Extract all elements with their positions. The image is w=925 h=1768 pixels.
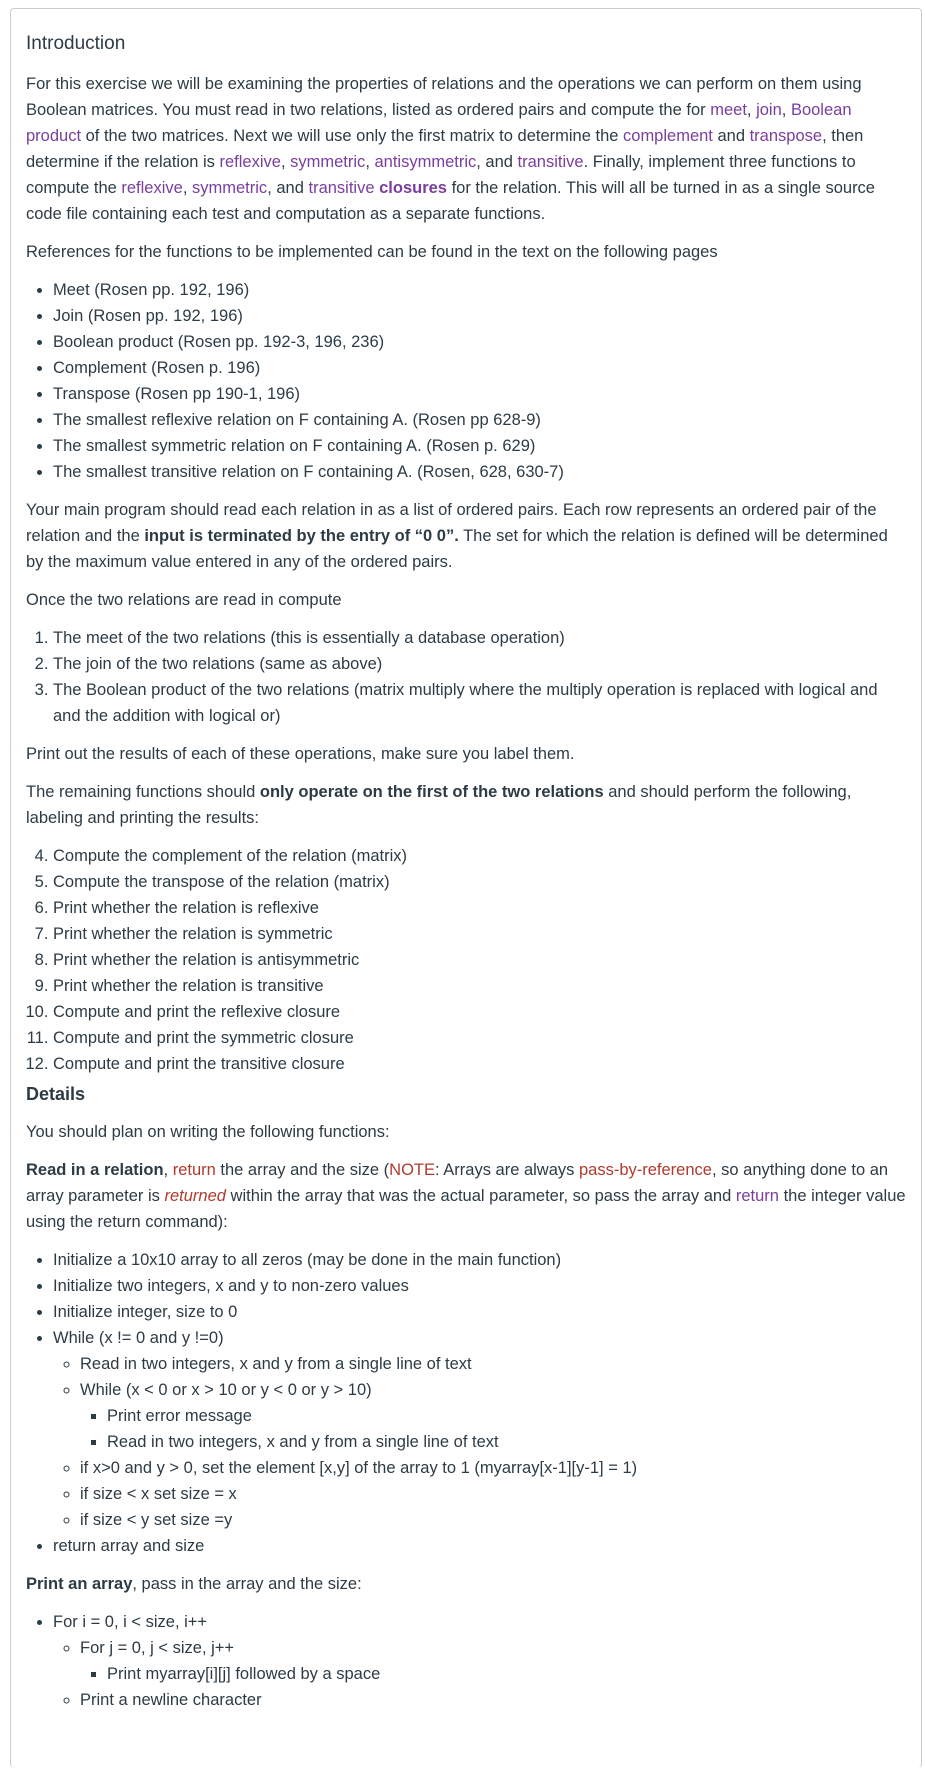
link-complement[interactable]: complement	[623, 127, 713, 145]
list-item: 8. Print whether the relation is antisymmetric	[53, 947, 907, 973]
text: . Finally, implement three functions to compute the	[26, 153, 856, 197]
introduction-heading: Introduction	[26, 33, 126, 54]
list-item: 10. Compute and print the reflexive closure	[53, 999, 907, 1025]
list-item: • The smallest reflexive relation on F containing A. (Rosen pp 628-9)	[53, 407, 907, 433]
link-reflexive-closure[interactable]: reflexive	[121, 179, 183, 197]
list-item	[53, 1609, 907, 1713]
nested-list	[80, 1403, 907, 1455]
text: The remaining functions should	[26, 783, 260, 801]
link-closures[interactable]: closures	[379, 179, 447, 197]
link-join[interactable]: join	[756, 101, 782, 119]
list-item: 1. The meet of the two relations (this is essentially a database operation)	[53, 625, 907, 651]
list-item: • Initialize a 10x10 array to all zeros (may be done in the main function)	[53, 1247, 907, 1273]
text: For i = 0, i < size, i++	[53, 1613, 208, 1631]
list-item: 2. The join of the two relations (same as above)	[53, 651, 907, 677]
text: ,	[163, 1161, 173, 1179]
text: and	[712, 127, 750, 145]
remaining-paragraph	[26, 779, 907, 831]
read-steps-list	[26, 1247, 907, 1559]
list-item: ▪ Read in two integers, x and y from a single line of text	[107, 1429, 907, 1455]
text: For j = 0, j < size, j++	[80, 1639, 235, 1657]
list-item: 11. Compute and print the symmetric closure	[53, 1025, 907, 1051]
list-item	[80, 1635, 907, 1687]
list-item: • Boolean product (Rosen pp. 192-3, 196, 236)	[53, 329, 907, 355]
list-item: • Initialize integer, size to 0	[53, 1299, 907, 1325]
list-item	[80, 1377, 907, 1455]
content-panel	[10, 8, 922, 1768]
text: ,	[746, 101, 757, 119]
list-item: • Meet (Rosen pp. 192, 196)	[53, 277, 907, 303]
print-paragraph: Print out the results of each of these operations, make sure you label them.	[26, 745, 575, 763]
list-item: 5. Compute the transpose of the relation (matrix)	[53, 869, 907, 895]
nested-list	[53, 1635, 907, 1713]
list-item: 6. Print whether the relation is reflexive	[53, 895, 907, 921]
text: the integer value using the return command):	[26, 1187, 906, 1231]
list-item: • return array and size	[53, 1533, 907, 1559]
link-meet[interactable]: meet	[710, 101, 747, 119]
list-item: ▪ Print myarray[i][j] followed by a space	[107, 1661, 907, 1687]
list-item: 3. The Boolean product of the two relations (matrix multiply where the multiply operation is replaced with logical and and the addition with logical or)	[53, 677, 907, 729]
list-item: ◦ Read in two integers, x and y from a single line of text	[80, 1351, 907, 1377]
keyword-note: NOTE	[389, 1161, 436, 1179]
link-transitive-closure[interactable]: transitive	[308, 179, 375, 197]
details-intro: You should plan on writing the following functions:	[26, 1123, 390, 1141]
keyword-returned: returned	[164, 1187, 226, 1205]
text: ,	[781, 101, 791, 119]
text: Your main program should read each relation in as a list of ordered pairs. Each row represents an ordered pair of the relation and the	[26, 501, 877, 545]
text: , and	[476, 153, 518, 171]
link-antisymmetric[interactable]: antisymmetric	[374, 153, 477, 171]
bold-text: Read in a relation	[26, 1161, 164, 1179]
text: While (x != 0 and y !=0)	[53, 1329, 224, 1347]
bold-text: only operate on the first of the two relations	[259, 783, 604, 801]
text: ,	[182, 179, 193, 197]
list-item: • Complement (Rosen p. 196)	[53, 355, 907, 381]
list-item: 9. Print whether the relation is transitive	[53, 973, 907, 999]
details-heading: Details	[26, 1084, 86, 1104]
text: the array and the size (	[215, 1161, 390, 1179]
print-steps-list	[26, 1609, 907, 1713]
text: ,	[280, 153, 291, 171]
keyword-return: return	[172, 1161, 216, 1179]
print-array-paragraph	[26, 1571, 907, 1597]
text: and should perform the following, labeling and printing the results:	[26, 783, 852, 827]
references-intro: References for the functions to be implemented can be found in the text on the following pages	[26, 243, 718, 261]
link-transitive[interactable]: transitive	[517, 153, 584, 171]
text: ,	[365, 153, 375, 171]
link-return[interactable]: return	[735, 1187, 779, 1205]
text: While (x < 0 or x > 10 or y < 0 or y > 10)	[80, 1381, 372, 1399]
list-item	[53, 1325, 907, 1533]
nested-list	[53, 1351, 907, 1533]
nested-list	[80, 1661, 907, 1687]
list-item: ◦ Print a newline character	[80, 1687, 907, 1713]
text: , and	[267, 179, 309, 197]
text: The set for which the relation is defined will be determined by the maximum value entered in any of the ordered pairs.	[26, 527, 888, 571]
list-item: • The smallest transitive relation on F containing A. (Rosen, 628, 630-7)	[53, 459, 907, 485]
keyword-pass-by-reference: pass-by-reference	[578, 1161, 712, 1179]
list-item: • Initialize two integers, x and y to non-zero values	[53, 1273, 907, 1299]
intro-paragraph	[26, 71, 907, 227]
text: of the two matrices. Next we will use only the first matrix to determine the	[81, 127, 624, 145]
text: within the array that was the actual parameter, so pass the array and	[225, 1187, 736, 1205]
link-reflexive[interactable]: reflexive	[219, 153, 281, 171]
operations-list-2	[26, 843, 907, 1077]
list-item: ◦ if size < x set size = x	[80, 1481, 907, 1507]
text: , so anything done to an array parameter is	[26, 1161, 889, 1205]
list-item: • Transpose (Rosen pp 190-1, 196)	[53, 381, 907, 407]
list-item: 7. Print whether the relation is symmetric	[53, 921, 907, 947]
compute-intro: Once the two relations are read in compute	[26, 591, 342, 609]
text: For this exercise we will be examining the properties of relations and the operations we can perform on them using Boolean matrices. You must read in two relations, listed as ordered pairs and compute the for	[26, 75, 862, 119]
list-item: ◦ if size < y set size =y	[80, 1507, 907, 1533]
list-item: ◦ if x>0 and y > 0, set the element [x,y] of the array to 1 (myarray[x-1][y-1] = 1)	[80, 1455, 907, 1481]
text: : Arrays are always	[435, 1161, 579, 1179]
text: , pass in the array and the size:	[132, 1575, 362, 1593]
list-item: ▪ Print error message	[107, 1403, 907, 1429]
list-item: 12. Compute and print the transitive closure	[53, 1051, 907, 1077]
link-symmetric[interactable]: symmetric	[290, 153, 366, 171]
list-item: • The smallest symmetric relation on F containing A. (Rosen p. 629)	[53, 433, 907, 459]
bold-text: input is terminated by the entry of “0 0”.	[144, 527, 459, 545]
link-symmetric-closure[interactable]: symmetric	[192, 179, 268, 197]
link-transpose[interactable]: transpose	[749, 127, 823, 145]
list-item: • Join (Rosen pp. 192, 196)	[53, 303, 907, 329]
text: , then determine if the relation is	[26, 127, 864, 171]
operations-list-1	[26, 625, 907, 729]
text: for the relation. This will all be turned in as a single source code file containing each test and computation as a separate functions.	[26, 179, 875, 223]
references-list	[26, 277, 907, 485]
bold-text: Print an array	[26, 1575, 133, 1593]
input-paragraph	[26, 497, 907, 575]
list-item: 4. Compute the complement of the relation (matrix)	[53, 843, 907, 869]
link-boolean-product[interactable]: Boolean product	[26, 101, 852, 145]
read-relation-paragraph	[26, 1157, 907, 1235]
